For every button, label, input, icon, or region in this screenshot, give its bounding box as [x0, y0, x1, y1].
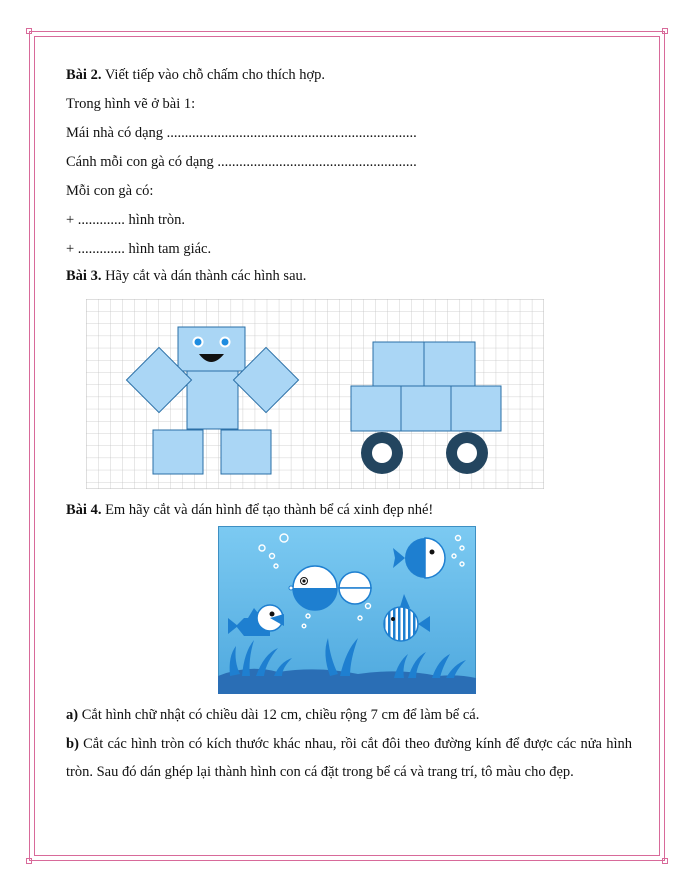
car-bottom-block: [351, 386, 401, 431]
car-bottom-block: [451, 386, 501, 431]
bai2-line6: + ............. hình tam giác.: [66, 241, 212, 257]
bai4-b-text: Cắt các hình tròn có kích thước khác nhau, rồi cắt đôi theo đường kính để được các nửa hình tròn. Sau đó dán ghép lại thành hình con cá đặt trong bể cá và trang trí, tô màu cho đẹp.: [66, 736, 632, 780]
bai3-instruction: Hãy cắt và dán thành các hình sau.: [105, 268, 307, 284]
bai2-line3: Cánh mỗi con gà có dạng .......................................................: [66, 154, 417, 170]
bai4-heading: [66, 501, 433, 519]
car-wheel-right-hub: [457, 443, 477, 463]
car-bottom-block: [401, 386, 451, 431]
bai2-line4: Mỗi con gà có:: [66, 183, 154, 199]
fish-middle: [289, 566, 371, 610]
bai2-line5: + ............. hình tròn.: [66, 212, 185, 228]
bai4-part-b: [66, 730, 632, 786]
border-corner: [662, 858, 668, 864]
car-wheel-left-hub: [372, 443, 392, 463]
grid-figure: [86, 299, 544, 489]
robot-left-pupil: [195, 339, 202, 346]
robot-head: [178, 327, 245, 371]
bai2-title: Bài 2.: [66, 67, 102, 83]
border-corner: [26, 858, 32, 864]
car-top-block: [424, 342, 475, 386]
car-top-block: [373, 342, 424, 386]
border-corner: [662, 28, 668, 34]
bai4-a-label: a): [66, 707, 79, 723]
robot-body: [187, 371, 238, 429]
bai4-a-text: Cắt hình chữ nhật có chiều dài 12 cm, chiều rộng 7 cm để làm bể cá.: [81, 707, 480, 723]
bai4-instruction: Em hãy cắt và dán hình để tạo thành bể cá xinh đẹp nhé!: [105, 502, 434, 518]
fish-tank-image: [218, 526, 476, 694]
bai2-line2: Mái nhà có dạng .....................................................................: [66, 125, 417, 141]
robot-left-leg: [153, 430, 203, 474]
bai4-b-label: b): [66, 736, 79, 752]
robot-right-leg: [221, 430, 271, 474]
bai2-instruction: Viết tiếp vào chỗ chấm cho thích hợp.: [104, 67, 326, 83]
bai3-heading: [66, 267, 306, 285]
bai2-heading: [66, 66, 325, 84]
robot-right-pupil: [222, 339, 229, 346]
bai4-part-a: [66, 706, 479, 724]
bai4-title: Bài 4.: [66, 502, 102, 518]
border-corner: [26, 28, 32, 34]
bai2-line1: Trong hình vẽ ở bài 1:: [66, 96, 196, 112]
bai3-title: Bài 3.: [66, 268, 102, 284]
